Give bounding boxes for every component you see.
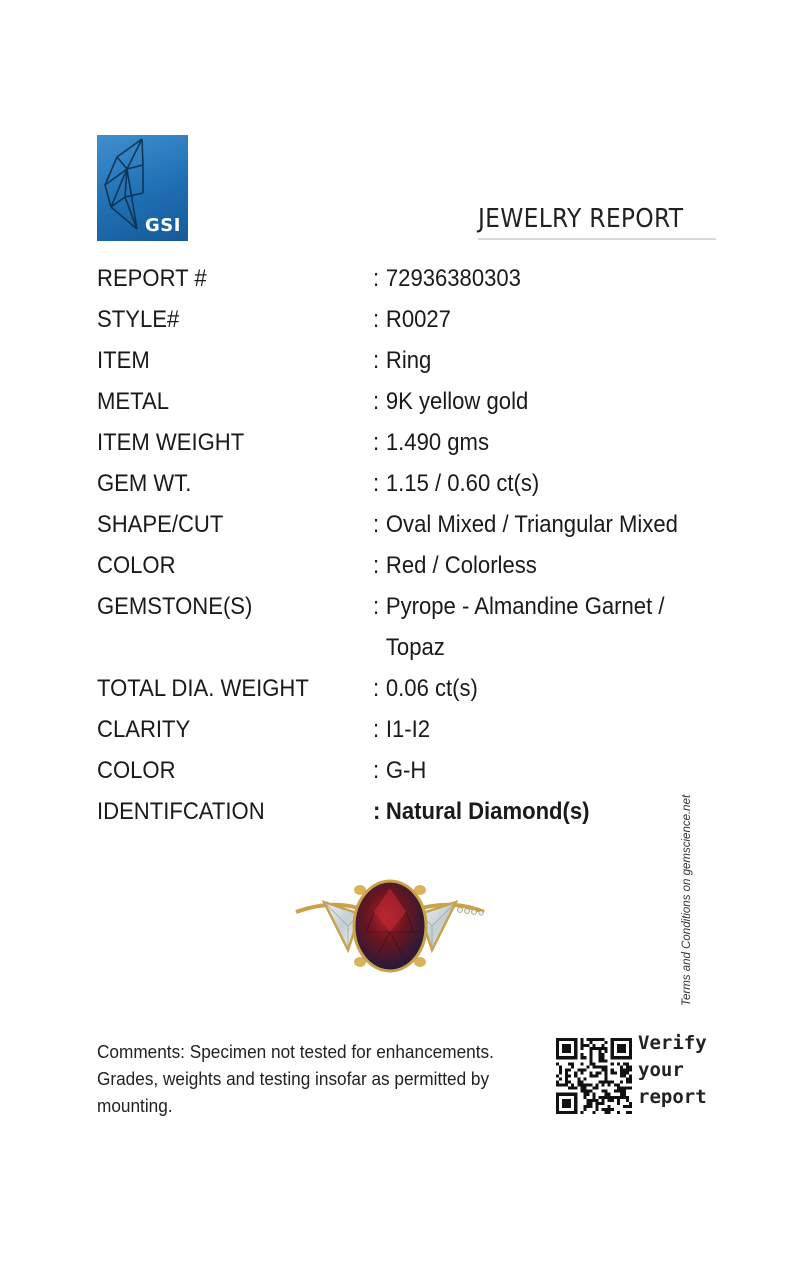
field-value: Ring xyxy=(385,347,432,374)
qr-code-icon xyxy=(556,1038,632,1114)
field-label: METAL xyxy=(97,388,169,415)
verify-line: report xyxy=(638,1086,707,1108)
field-row-total-dia-weight xyxy=(97,668,667,709)
field-row-report-number xyxy=(97,258,667,299)
verify-report-link[interactable] xyxy=(638,1030,707,1111)
field-colon: : xyxy=(373,265,380,292)
field-value: I1-I2 xyxy=(385,716,431,743)
field-row-gemstones xyxy=(97,586,667,627)
field-label: ITEM WEIGHT xyxy=(97,429,245,456)
terms-and-conditions: Terms and Conditions on gemscience.net xyxy=(681,794,693,1006)
field-value: 1.15 / 0.60 ct(s) xyxy=(385,470,540,497)
field-label-empty xyxy=(97,627,373,668)
title-divider xyxy=(478,238,716,240)
field-row-style xyxy=(97,299,667,340)
field-row-item xyxy=(97,340,667,381)
comments xyxy=(97,1038,534,1119)
field-value: G-H xyxy=(385,757,427,784)
field-label: IDENTIFCATION xyxy=(97,798,265,825)
field-row-item-weight xyxy=(97,422,667,463)
field-row-shape-cut xyxy=(97,504,678,545)
field-colon: : xyxy=(373,306,380,333)
field-label: CLARITY xyxy=(97,716,191,743)
field-colon: : xyxy=(373,552,380,579)
field-label: STYLE# xyxy=(97,306,180,333)
field-row-identification xyxy=(97,791,667,832)
comments-line: Comments: Specimen not tested for enhancements. xyxy=(97,1041,494,1062)
gsi-logo xyxy=(97,135,188,241)
comments-line: Grades, weights and testing insofar as permitted by xyxy=(97,1068,490,1089)
field-label: ITEM xyxy=(97,347,150,374)
field-value: 0.06 ct(s) xyxy=(385,675,478,702)
field-label: GEM WT. xyxy=(97,470,192,497)
field-row-clarity xyxy=(97,709,667,750)
field-row-gem-weight xyxy=(97,463,667,504)
verify-line: Verify xyxy=(638,1032,707,1054)
field-colon: : xyxy=(373,675,380,702)
field-colon: : xyxy=(373,757,380,784)
field-value: Pyrope - Almandine Garnet / xyxy=(385,593,665,620)
field-colon: : xyxy=(373,511,380,538)
report-fields xyxy=(97,258,717,832)
ring-photo xyxy=(290,872,490,985)
field-value: R0027 xyxy=(385,306,451,333)
field-label: TOTAL DIA. WEIGHT xyxy=(97,675,309,702)
field-colon: : xyxy=(373,388,380,415)
field-row-color xyxy=(97,545,667,586)
field-value: Oval Mixed / Triangular Mixed xyxy=(385,511,678,538)
field-row-metal xyxy=(97,381,667,422)
field-row-diamond-color xyxy=(97,750,667,791)
qr-code[interactable] xyxy=(556,1038,632,1114)
field-colon: : xyxy=(373,347,380,374)
field-colon: : xyxy=(373,593,380,620)
verify-line: your xyxy=(638,1059,684,1081)
field-label: COLOR xyxy=(97,757,176,784)
field-colon: : xyxy=(373,429,380,456)
field-colon: : xyxy=(373,798,381,825)
field-label: GEMSTONE(S) xyxy=(97,593,253,620)
field-value: Red / Colorless xyxy=(385,552,537,579)
field-value: 72936380303 xyxy=(385,265,521,292)
field-value: 9K yellow gold xyxy=(385,388,529,415)
report-title: JEWELRY REPORT xyxy=(478,204,684,234)
field-colon: : xyxy=(373,716,380,743)
field-label: COLOR xyxy=(97,552,176,579)
field-value: Topaz xyxy=(385,634,445,661)
field-value: Natural Diamond(s) xyxy=(385,798,590,825)
field-label: SHAPE/CUT xyxy=(97,511,224,538)
field-label: REPORT # xyxy=(97,265,207,292)
field-row-gemstones-continued xyxy=(97,627,667,668)
field-value: 1.490 gms xyxy=(385,429,489,456)
logo-text: GSI xyxy=(145,215,181,236)
field-colon: : xyxy=(373,470,380,497)
field-colon-spacer xyxy=(373,627,386,668)
comments-line: mounting. xyxy=(97,1095,173,1116)
